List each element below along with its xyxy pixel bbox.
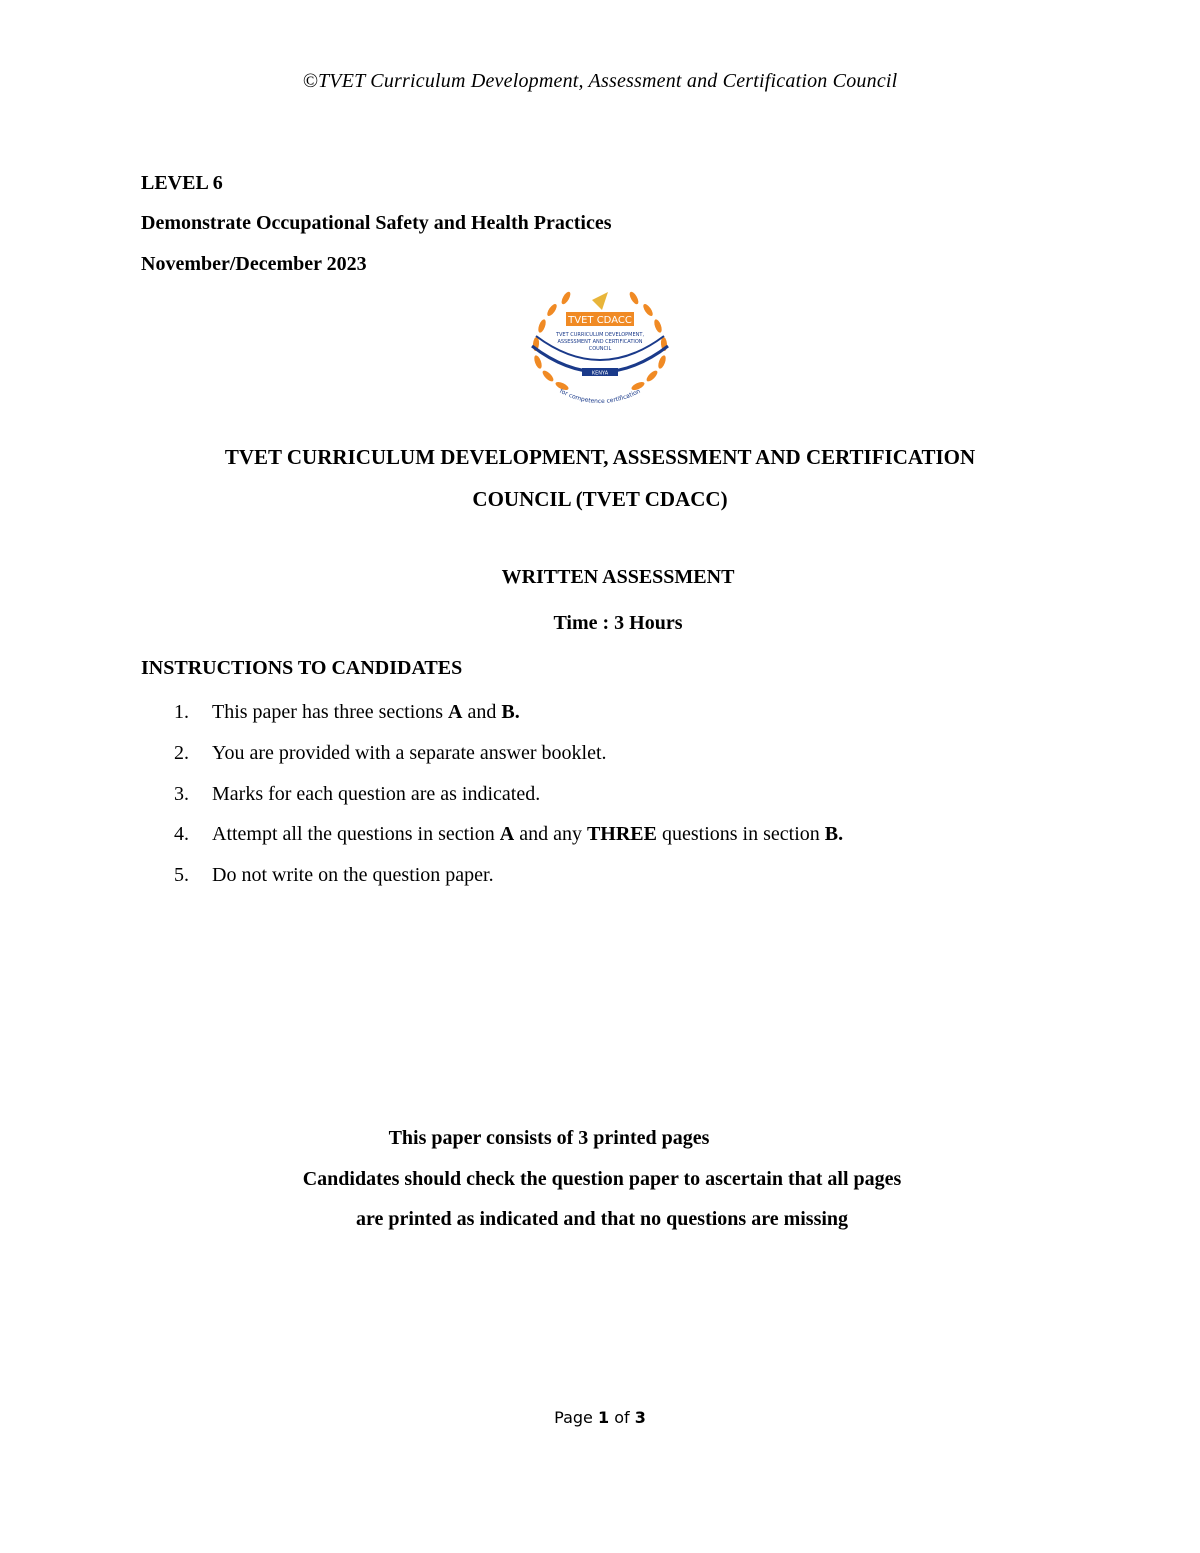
instruction-item <box>174 742 607 765</box>
page-number <box>0 1408 1200 1427</box>
instruction-item <box>174 783 540 806</box>
instruction-text: Marks for each question are as indicated. <box>212 783 541 805</box>
instruction-bold: THREE <box>586 823 657 845</box>
logo-ribbon-text: KENYA <box>591 370 609 377</box>
page-of: of <box>609 1408 635 1427</box>
logo-name: TVET CDACC <box>568 315 632 326</box>
instruction-text: questions in section <box>656 823 825 845</box>
instruction-number: 5. <box>174 864 189 886</box>
instruction-item <box>174 864 494 887</box>
instruction-text: and any <box>514 823 587 845</box>
assessment-time: Time : 3 Hours <box>553 612 683 634</box>
instruction-number: 1. <box>174 701 189 723</box>
instruction-item <box>174 701 520 724</box>
council-name-line-2: COUNCIL (TVET CDACC) <box>472 487 728 511</box>
instruction-text: This paper has three sections <box>212 701 449 723</box>
page-count-note: This paper consists of 3 printed pages <box>388 1127 710 1149</box>
instruction-text: Do not write on the question paper. <box>212 864 494 886</box>
check-note-line-1: Candidates should check the question paper to ascertain that all pages <box>302 1168 902 1190</box>
page-total: 3 <box>634 1408 646 1427</box>
logo-ring-text-3: COUNCIL <box>588 346 612 352</box>
instruction-text: Attempt all the questions in section <box>212 823 500 845</box>
instructions-title: INSTRUCTIONS TO CANDIDATES <box>141 657 463 679</box>
check-note-line-2: are printed as indicated and that no questions are missing <box>355 1208 849 1230</box>
page-current: 1 <box>597 1408 610 1427</box>
instruction-item <box>174 823 843 846</box>
paper-session: November/December 2023 <box>141 253 367 275</box>
paper-subject: Demonstrate Occupational Safety and Health Practices <box>141 212 612 234</box>
instruction-number: 3. <box>174 783 189 805</box>
instruction-bold: B. <box>824 823 844 845</box>
council-name-line-1: TVET CURRICULUM DEVELOPMENT, ASSESSMENT AND CERTIFICATION <box>224 445 976 469</box>
instruction-text: You are provided with a separate answer booklet. <box>212 742 607 764</box>
assessment-type: WRITTEN ASSESSMENT <box>501 566 735 588</box>
copyright-header: ©TVET Curriculum Development, Assessment and Certification Council <box>302 70 898 92</box>
instruction-bold: A <box>448 701 463 723</box>
instruction-bold: A <box>499 823 515 845</box>
logo-motto: for competence certification <box>558 387 642 406</box>
instruction-number: 2. <box>174 742 189 764</box>
logo-ring-text-1: TVET CURRICULUM DEVELOPMENT, <box>555 332 645 338</box>
logo-ring-text-2: ASSESSMENT AND CERTIFICATION <box>557 339 643 345</box>
svg-text:for competence certification <box>558 388 641 405</box>
instruction-bold: B. <box>501 701 520 723</box>
instruction-number: 4. <box>174 823 189 845</box>
paper-level: LEVEL 6 <box>141 172 223 194</box>
tvet-cdacc-logo <box>522 288 678 416</box>
page-prefix: Page <box>554 1408 598 1427</box>
instruction-text: and <box>462 701 502 723</box>
